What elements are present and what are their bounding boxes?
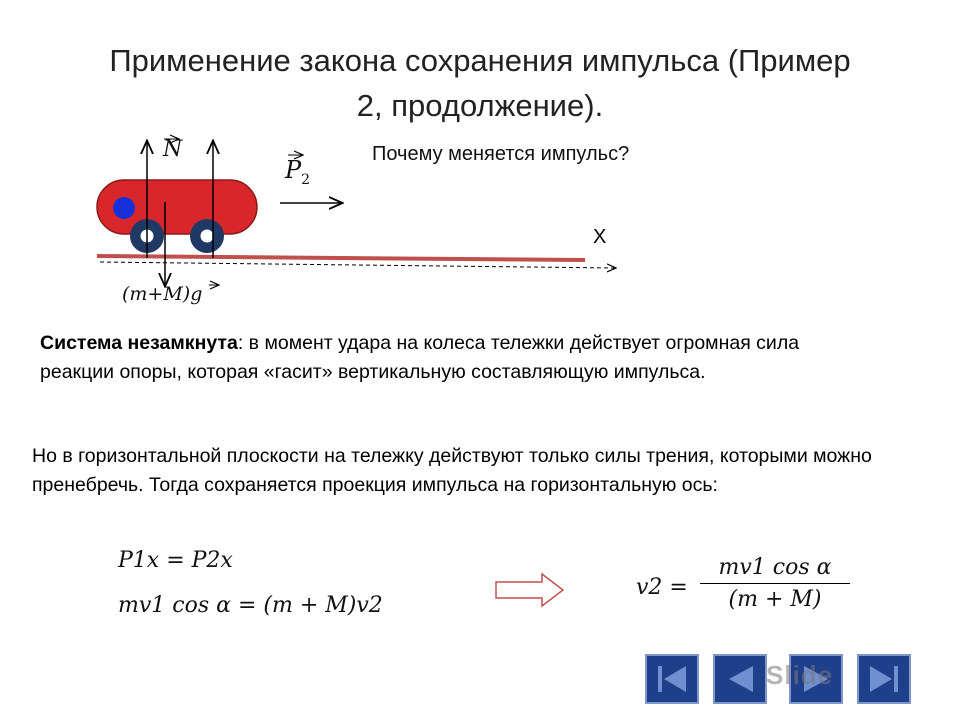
implication-arrow: [496, 574, 563, 606]
term-open-system: Система незамкнута: [40, 332, 238, 354]
title-line-2: 2, продолжение).: [356, 88, 604, 123]
question-text: Почему меняется импульс?: [372, 143, 630, 165]
cart-body: [97, 180, 257, 234]
equation-momentum-projection: P1x = P2x: [118, 548, 233, 573]
x-axis: [100, 262, 615, 268]
equation-conservation: mv1 cos α = (m + M)v2: [118, 593, 383, 618]
normal-force-label: N: [163, 137, 183, 162]
nav-last-button[interactable]: [857, 654, 911, 704]
nav-prev-button[interactable]: [713, 654, 767, 704]
result-fraction: [700, 555, 850, 612]
paragraph-system-open: Система незамкнута: в момент удара на колеса тележки действует огромная сила реакции опоры, которая «гасит» вертикальную составляющую импульса.: [40, 332, 800, 383]
x-axis-label: X: [593, 226, 607, 248]
paragraph-horizontal: Но в горизонтальной плоскости на тележку действуют только силы трения, которыми можно пренебречь. Тогда сохраняется проекция импульса на горизонтальную ось:: [32, 445, 872, 496]
gravity-label: (m+M)g: [122, 283, 203, 305]
nav-first-button[interactable]: [645, 654, 699, 704]
momentum-label: $P_2$: [285, 156, 311, 188]
result-lhs: v2 =: [636, 575, 688, 600]
title-line-1: Применение закона сохранения импульса (Пример: [109, 43, 851, 78]
ball: [113, 197, 135, 219]
result-numerator: mv1 cos α: [718, 555, 832, 580]
wheel-left: [130, 219, 164, 253]
floor-line: [97, 256, 585, 260]
result-denominator: (m + M): [728, 587, 822, 612]
slide-title: [60, 38, 900, 128]
wheel-right: [190, 219, 224, 253]
watermark: Slide: [766, 660, 834, 690]
